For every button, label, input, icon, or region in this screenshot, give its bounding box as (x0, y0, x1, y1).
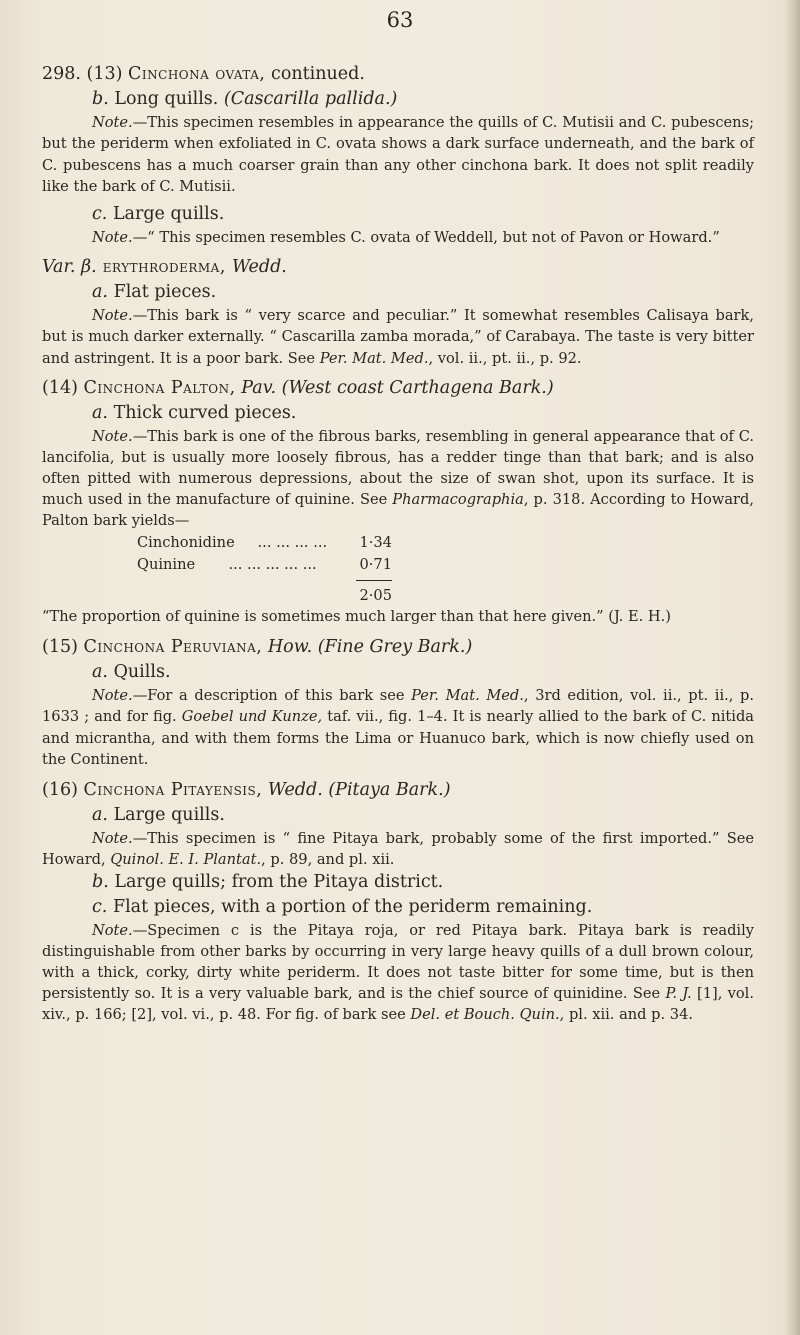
item-c-heading (42, 895, 754, 920)
note-reference: Del. et Bouch. Quin. (410, 1006, 560, 1024)
item-letter: c. (92, 203, 108, 224)
species-author: Pav. (235, 378, 277, 399)
item-letter: b. (92, 872, 109, 893)
species-name: Cinchona Palton, (83, 378, 236, 399)
item-title: Large quills. (107, 203, 225, 224)
item-a-heading (42, 803, 754, 828)
yield-total: 2·05 (359, 587, 392, 605)
yield-alkaloid: Quinine (137, 555, 196, 573)
note-text: —This specimen is “ fine Pitaya bark, probably some of the first imported.” See Howard, (42, 829, 754, 868)
yield-row (137, 532, 392, 553)
note-label: Note. (92, 114, 133, 131)
note-label: Note. (92, 228, 133, 246)
note-text: —For a description of this bark see (132, 686, 412, 704)
yield-value: 0·71 (359, 555, 392, 573)
note-reference: Per. Mat. Med. (411, 686, 524, 704)
entry-number: (16) (42, 779, 78, 800)
note-label: Note. (92, 829, 133, 847)
species-name: Cinchona Peruviana, (83, 636, 263, 657)
note-reference: Quinol. E. I. Plantat. (110, 850, 262, 868)
item-letter: c. (92, 897, 108, 918)
item-letter: a. (92, 661, 108, 682)
item-a-heading (42, 280, 754, 305)
entry-heading-16 (42, 778, 754, 803)
entry-number: (15) (42, 636, 78, 657)
item-a-heading (42, 401, 754, 426)
note-reference: Per. Mat. Med. (319, 349, 429, 367)
note-paragraph (42, 305, 754, 369)
note-label: Note. (92, 686, 133, 704)
note-text: , 3rd edition, vol. ii., pt. ii., p. 1633 ; and for fig. (42, 686, 755, 726)
page-edge-shadow (784, 0, 800, 1335)
item-a-heading (42, 660, 754, 685)
item-title: Large quills. (108, 804, 225, 825)
item-title: Long quills. (108, 89, 224, 109)
variety-name: erythroderma, (96, 257, 232, 278)
species-name: Cinchona Pitayensis, (83, 779, 263, 800)
dot-leader: ... ... ... ... (257, 534, 328, 552)
entry-number: (14) (42, 378, 78, 399)
note-text: , p. 318. According to Howard, Palton bark yields— (42, 491, 754, 530)
note-text: —This bark is “ very scarce and peculiar.” It somewhat resembles Calisaya bark, but is much darker externally. “ Cascarilla zamba morada,” of Carabaya. The taste is very bitter and astringent. It is a poor bark. See (42, 307, 754, 367)
variety-label: Var. β. (42, 257, 97, 278)
note-paragraph (42, 828, 754, 871)
note-text: [1], vol. xiv., p. 166; [2], vol. vi., p. 48. For fig. of bark see (42, 985, 754, 1024)
item-title: Large quills; from the Pitaya district. (108, 872, 444, 893)
entry-heading-14 (42, 376, 754, 401)
note-text: , vol. ii., pt. ii., p. 92. (428, 349, 582, 367)
page-number: 63 (386, 8, 414, 32)
item-synonym: (Cascarilla pallida.) (223, 89, 398, 109)
note-text: , pl. xii. and p. 34. (559, 1006, 693, 1024)
page-body (42, 62, 754, 1025)
species-author: Wedd. (262, 779, 323, 800)
species-synonym: (Fine Grey Bark.) (312, 636, 473, 657)
note-reference: Goebel und Kunze, (181, 708, 323, 726)
yield-value: 1·34 (359, 534, 392, 552)
species-synonym: (Pitaya Bark.) (322, 779, 451, 800)
yield-alkaloid: Cinchonidine (137, 534, 235, 552)
species-synonym: (West coast Carthagena Bark.) (276, 378, 554, 399)
species-name: Cinchona ovata, (128, 64, 266, 84)
entry-heading-13 (42, 62, 754, 87)
note-paragraph (42, 112, 754, 198)
entry-number: 298. (13) (42, 64, 123, 84)
note-paragraph (42, 920, 754, 1025)
note-paragraph (42, 426, 754, 531)
variety-heading (42, 255, 754, 280)
quote-paragraph: “The proportion of quinine is sometimes much larger than that here given.” (J. E. H.) (42, 608, 671, 626)
item-title: Quills. (108, 661, 171, 682)
variety-author: Wedd. (231, 257, 287, 278)
item-b-heading (42, 87, 754, 112)
note-text: —Specimen c is the Pitaya roja, or red Pitaya bark. Pitaya bark is readily distinguishable from other barks by occurring in very large heavy quills of a dull brown colour, with a thick, corky, dirty white periderm. It does not taste bitter for some time, but is then persistently so. It is a very valuable bark, and is the chief source of quinidine. See (42, 922, 754, 1003)
note-paragraph (42, 227, 754, 248)
item-letter: a. (92, 403, 108, 424)
note-text: —This bark is one of the fibrous barks, resembling in general appearance that of C. lancifolia, but is usually more loosely fibrous, has a redder tinge than that bark; and is also often pitted with numerous depressions, about the size of swan shot, upon its surface. It is much used in the manufacture of quinine. See (42, 428, 754, 509)
note-reference: P. J. (665, 985, 692, 1003)
note-text: taf. vii., fig. 1–4. It is nearly allied to the bark of C. nitida and micrantha, and with them forms the Lima or Huanuco bark, which is now chiefly used on the Continent. (42, 708, 754, 769)
yield-table (137, 532, 392, 575)
note-label: Note. (92, 922, 133, 940)
item-letter: b. (92, 89, 109, 109)
note-text: —This specimen resembles in appearance the quills of C. Mutisii and C. pubescens; but the periderm when exfoliated in C. ovata shows a dark surface underneath, and the bark of C. pubescens has a much coarser grain than any other cinchona bark. It does not split readily like the bark of C. Mutisii. (42, 114, 754, 196)
yield-row (137, 554, 392, 575)
item-title: Thick curved pieces. (108, 403, 297, 424)
dot-leader: ... ... ... ... ... (228, 555, 317, 573)
item-title: Flat pieces. (108, 282, 217, 303)
item-b-heading (42, 870, 754, 895)
sum-rule (137, 575, 392, 585)
entry-heading-15 (42, 635, 754, 660)
note-text: , p. 89, and pl. xii. (261, 850, 395, 868)
item-letter: a. (92, 804, 108, 825)
note-paragraph (42, 685, 754, 771)
item-c-heading (42, 202, 754, 227)
item-letter: a. (92, 282, 108, 303)
note-reference: Pharmacographia (392, 491, 524, 509)
species-author: How. (262, 636, 313, 657)
note-text: —“ This specimen resembles C. ovata of Weddell, but not of Pavon or Howard.” (132, 228, 720, 246)
heading-suffix: continued. (265, 64, 365, 84)
note-label: Note. (92, 307, 133, 325)
note-label: Note. (92, 428, 133, 446)
item-title: Flat pieces, with a portion of the periderm remaining. (107, 897, 593, 918)
